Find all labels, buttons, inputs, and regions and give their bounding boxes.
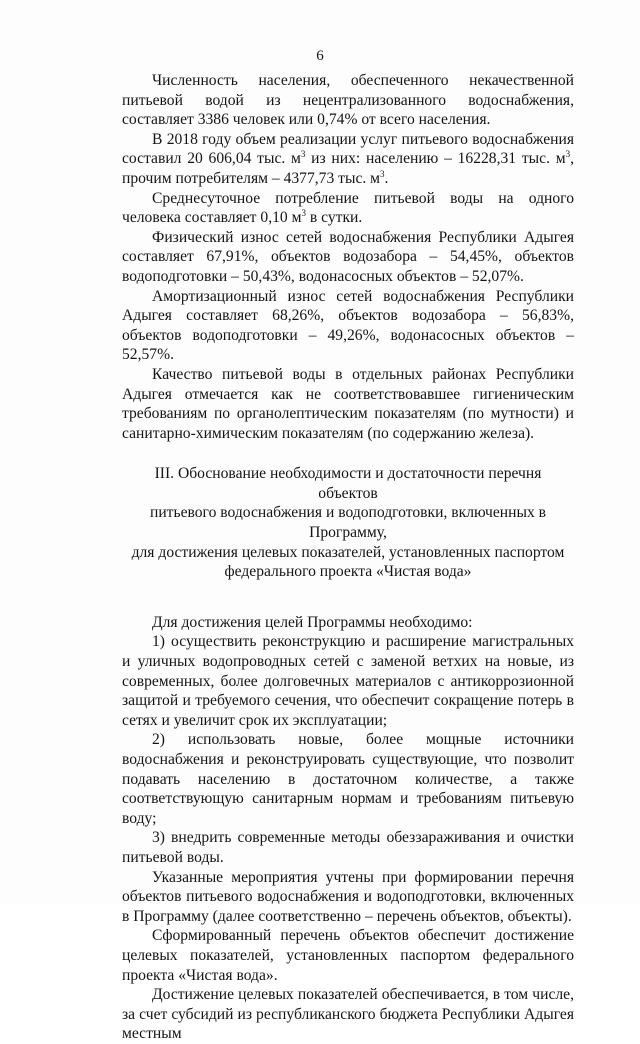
- list-item: 1) осуществить реконструкцию и расширение магистральных и уличных водопроводных сетей с заменой ветхих на новые, из современных, более долговечных материалов с антикоррозионной защитой и требуемого сечения, что обеспечит сокращение потерь в сетях и увеличит срок их эксплуатации;: [122, 633, 574, 729]
- section-heading-line: для достижения целевых показателей, установленных паспортом: [131, 543, 565, 561]
- paragraph: Для достижения целей Программы необходимо:: [152, 613, 473, 631]
- paragraph: В 2018 году объем реализации услуг питьевого водоснабжения составил 20 606,04 тыс. $м^3$ из них: населению – 16228,31 тыс. $м^3$, прочим потребителям – 4377,73 тыс. $м^3$.: [122, 130, 574, 187]
- document-body: [122, 71, 574, 1044]
- paragraph: Амортизационный износ сетей водоснабжения Республики Адыгея составляет 68,26%, объектов водозабора – 56,83%, объектов водоподготовки – 49,26%, водонасосных объектов – 52,57%.: [122, 287, 574, 364]
- paragraphs-top: [122, 71, 574, 443]
- list-item: 3) внедрить современные методы обеззараживания и очистки питьевой воды.: [122, 829, 574, 866]
- paragraph: Указанные мероприятия учтены при формировании перечня объектов питьевого водоснабжения и водоподготовки, включенных в Программу (далее соответственно – перечень объектов, объекты).: [122, 868, 574, 925]
- paragraph: Качество питьевой воды в отдельных районах Республики Адыгея отмечается как не соответствовавшее гигиеническим требованиям по органолептическим показателям (по мутности) и санитарно-химическим показателям (по содержанию железа).: [122, 365, 574, 442]
- section-heading: [122, 464, 574, 582]
- list-item: 2) использовать новые, более мощные источники водоснабжения и реконструировать существующие, что позволит подавать населению в достаточном количестве, а также соответствующую санитарным нормам и требованиям питьевую воду;: [122, 731, 574, 827]
- paragraphs-bottom: [122, 613, 574, 1044]
- section-heading-line: III. Обоснование необходимости и достаточности перечня объектов: [154, 465, 542, 502]
- paragraph: Сформированный перечень объектов обеспечит достижение целевых показателей, установленных паспортом федерального проекта «Чистая вода».: [122, 927, 574, 984]
- paragraph: Среднесуточное потребление питьевой воды на одного человека составляет 0,10 $м^3$ в сутки.: [122, 189, 574, 227]
- section-heading-line: питьевого водоснабжения и водоподготовки, включенных в Программу,: [149, 504, 547, 542]
- paragraph: Физический износ сетей водоснабжения Республики Адыгея составляет 67,91%, объектов водозабора – 54,45%, объектов водоподготовки – 50,43%, водонасосных объектов – 52,07%.: [122, 228, 574, 285]
- paragraph: Численность населения, обеспеченного некачественной питьевой водой из нецентрализованного водоснабжения, составляет 3386 человек или 0,74% от всего населения.: [122, 72, 574, 129]
- page-number: 6: [316, 48, 324, 64]
- paragraph: Достижение целевых показателей обеспечивается, в том числе, за счет субсидий из республиканского бюджета Республики Адыгея местным: [122, 986, 574, 1043]
- section-heading-line: федерального проекта «Чистая вода»: [224, 563, 472, 581]
